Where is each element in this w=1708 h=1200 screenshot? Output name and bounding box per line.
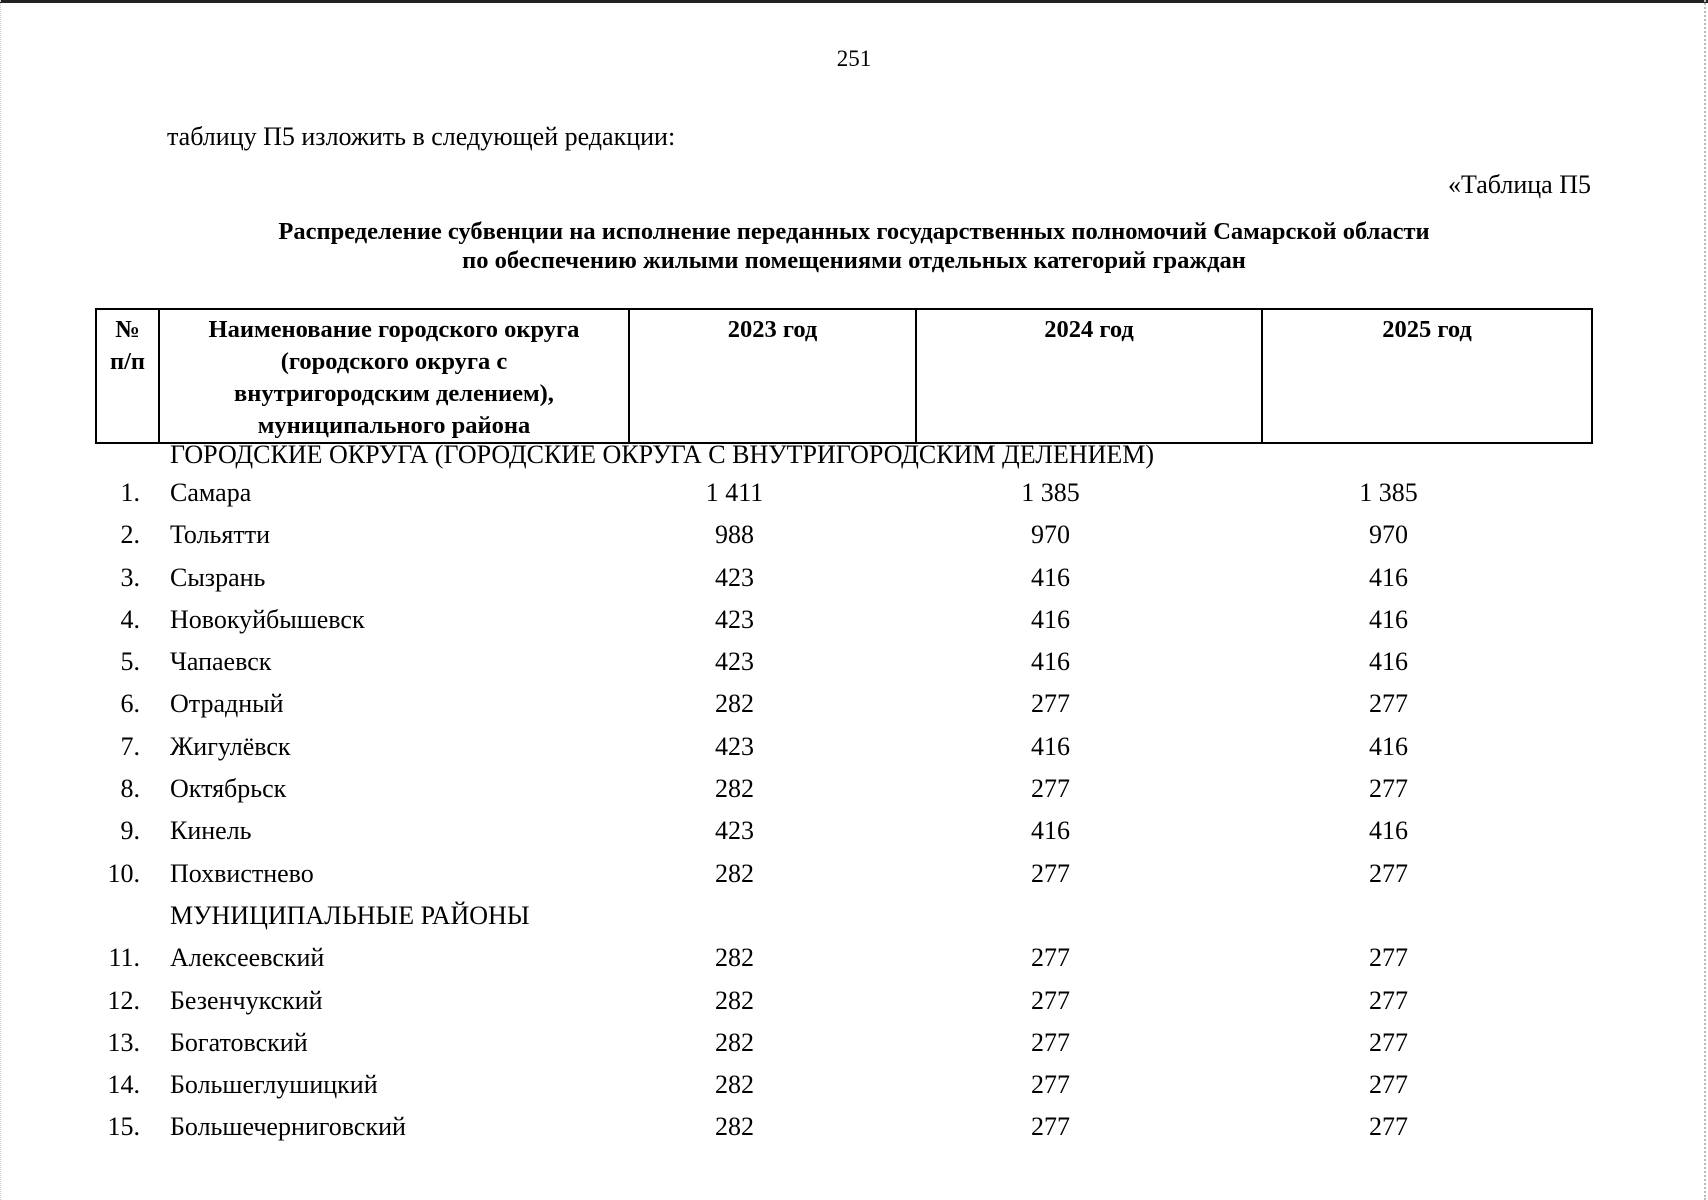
row-number: 2. [120, 520, 140, 550]
scan-edge-top [0, 0, 1708, 3]
row-number: 13. [107, 1027, 140, 1057]
value-2025: 277 [1369, 1112, 1408, 1142]
value-2024: 277 [1031, 1070, 1070, 1100]
row-name: Октябрьск [170, 774, 287, 804]
value-2023: 282 [715, 1027, 754, 1057]
value-2024: 1 385 [1021, 478, 1080, 507]
section-header-row [95, 440, 1591, 472]
row-number: 8. [120, 774, 140, 804]
row-name: Новокуйбышевск [170, 604, 365, 634]
value-2025: 970 [1369, 520, 1408, 550]
section-label-city-districts: ГОРОДСКИЕ ОКРУГА (ГОРОДСКИЕ ОКРУГА С ВНУТРИГОРОДСКИМ ДЕЛЕНИЕМ) [170, 440, 1155, 469]
document-title [0, 217, 1708, 275]
row-name: Отрадный [170, 689, 284, 719]
row-number: 6. [120, 689, 140, 719]
value-2023: 282 [715, 774, 754, 804]
table-header [95, 308, 1593, 444]
value-2025: 277 [1369, 858, 1408, 888]
table-row [95, 557, 1591, 599]
value-2024: 416 [1031, 731, 1070, 761]
header-name [159, 309, 629, 443]
value-2024: 277 [1031, 1112, 1070, 1142]
section-label-municipal-districts: МУНИЦИПАЛЬНЫЕ РАЙОНЫ [170, 900, 530, 930]
row-number: 12. [107, 985, 140, 1015]
table-reference: «Таблица П5 [1448, 170, 1591, 199]
value-2023: 423 [715, 562, 754, 592]
table-row [95, 768, 1591, 810]
table-row [95, 1106, 1591, 1148]
row-name: Богатовский [170, 1027, 308, 1057]
value-2025: 277 [1369, 689, 1408, 719]
row-number: 9. [120, 816, 140, 846]
value-2023: 282 [715, 943, 754, 973]
row-number: 3. [120, 562, 140, 592]
value-2023: 282 [715, 858, 754, 888]
value-2023: 282 [715, 985, 754, 1015]
section-header-row [95, 895, 1591, 937]
value-2024: 416 [1031, 604, 1070, 634]
value-2025: 277 [1369, 943, 1408, 973]
value-2023: 423 [715, 816, 754, 846]
table-row [95, 1022, 1591, 1064]
scan-edge-right [1704, 0, 1708, 1200]
header-name-line-1: Наименование городского округа [208, 316, 580, 343]
row-number: 4. [120, 604, 140, 634]
value-2024: 416 [1031, 816, 1070, 846]
header-name-line-3: внутригородским делением), [234, 380, 554, 407]
table-row [95, 472, 1591, 514]
value-2024: 416 [1031, 562, 1070, 592]
row-number: 1. [120, 478, 140, 507]
table-row [95, 937, 1591, 979]
value-2025: 416 [1369, 647, 1408, 677]
city-districts-rows [95, 472, 1591, 895]
row-number: 15. [107, 1112, 140, 1142]
value-2023: 423 [715, 604, 754, 634]
row-number: 5. [120, 647, 140, 677]
header-number [96, 309, 159, 443]
header-2023: 2023 год [629, 309, 916, 443]
header-number-line-1: № [115, 316, 140, 343]
value-2023: 282 [715, 1070, 754, 1100]
title-line-2: по обеспечению жилыми помещениями отдельных категорий граждан [462, 247, 1246, 274]
row-number: 11. [108, 943, 140, 973]
row-name: Большечерниговский [170, 1112, 406, 1142]
value-2025: 277 [1369, 774, 1408, 804]
value-2025: 277 [1369, 985, 1408, 1015]
row-name: Большеглушицкий [170, 1070, 378, 1100]
header-name-line-2: (городского округа с [280, 348, 508, 375]
table-row [95, 980, 1591, 1022]
header-name-line-4: муниципального района [257, 412, 531, 439]
value-2023: 423 [715, 731, 754, 761]
value-2024: 277 [1031, 985, 1070, 1015]
value-2023: 282 [715, 1112, 754, 1142]
scan-edge-left [0, 0, 3, 1200]
value-2023: 282 [715, 689, 754, 719]
header-2025: 2025 год [1262, 309, 1592, 443]
municipal-districts-rows [95, 937, 1591, 1148]
value-2023: 988 [715, 520, 754, 550]
row-name: Кинель [170, 816, 252, 846]
value-2025: 416 [1369, 604, 1408, 634]
title-line-1: Распределение субвенции на исполнение переданных государственных полномочий Самарской области [278, 218, 1430, 245]
value-2024: 970 [1031, 520, 1070, 550]
value-2024: 277 [1031, 1027, 1070, 1057]
value-2024: 277 [1031, 774, 1070, 804]
table-row [95, 810, 1591, 852]
table-row [95, 1064, 1591, 1106]
value-2025: 416 [1369, 731, 1408, 761]
table-row [95, 514, 1591, 556]
value-2025: 416 [1369, 816, 1408, 846]
row-name: Жигулёвск [170, 731, 291, 761]
row-name: Чапаевск [170, 647, 272, 677]
value-2025: 277 [1369, 1027, 1408, 1057]
row-number: 14. [107, 1070, 140, 1100]
value-2023: 1 411 [705, 478, 764, 507]
table-row [95, 683, 1591, 725]
row-name: Самара [170, 478, 252, 507]
value-2024: 277 [1031, 858, 1070, 888]
table-row [95, 599, 1591, 641]
value-2024: 416 [1031, 647, 1070, 677]
header-number-line-2: п/п [109, 348, 146, 375]
table-row [95, 641, 1591, 683]
table-row [95, 853, 1591, 895]
value-2025: 277 [1369, 1070, 1408, 1100]
row-name: Сызрань [170, 562, 266, 592]
row-number: 7. [120, 731, 140, 761]
value-2023: 423 [715, 647, 754, 677]
table-row [95, 726, 1591, 768]
row-number: 10. [107, 858, 140, 888]
page-number: 251 [836, 46, 872, 71]
value-2025: 416 [1369, 562, 1408, 592]
value-2024: 277 [1031, 689, 1070, 719]
table-body [95, 440, 1591, 1149]
value-2025: 1 385 [1359, 478, 1418, 507]
value-2024: 277 [1031, 943, 1070, 973]
row-name: Безенчукский [170, 985, 323, 1015]
row-name: Тольятти [170, 520, 271, 550]
intro-text: таблицу П5 изложить в следующей редакции: [167, 122, 676, 151]
row-name: Алексеевский [170, 943, 325, 973]
header-2024: 2024 год [916, 309, 1262, 443]
row-name: Похвистнево [170, 858, 314, 888]
